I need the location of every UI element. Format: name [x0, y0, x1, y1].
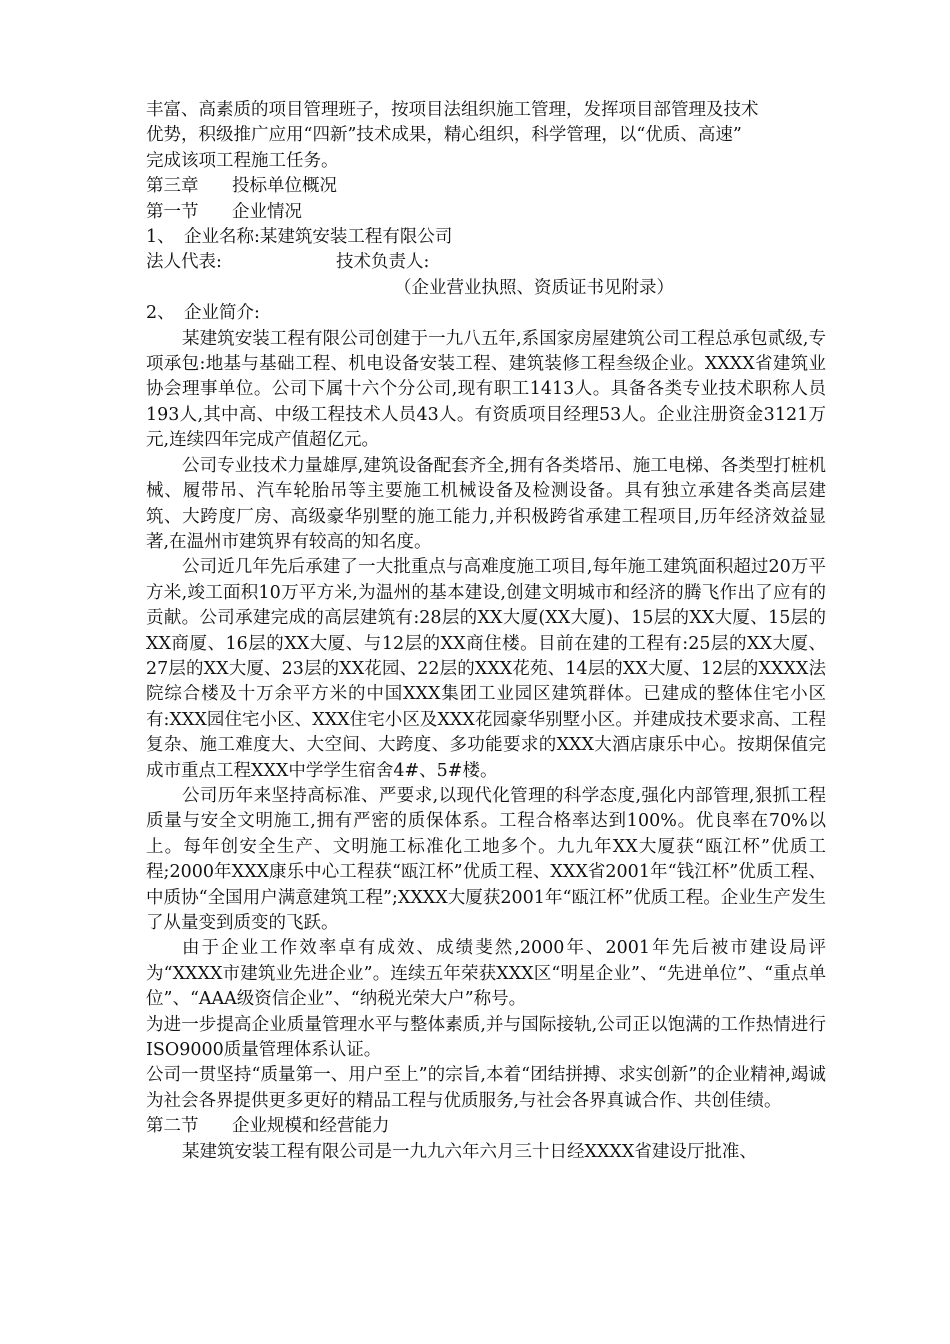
paragraph-projects: 公司近几年先后承建了一大批重点与高难度施工项目,每年施工建筑面积超过20万平方米,竣工面积10万平方米,为温州的基本建设,创建文明城市和经济的腾飞作出了应有的贡献。公司承建完成的高层建筑有:28层的XX大厦(XX大厦)、15层的XX大厦、15层的XX商厦、16层的XX大厦、与12层的XX商住楼。目前在建的工程有:25层的XX大厦、27层的XX大厦、23层的XX花园、22层的XXX花苑、14层的XX大厦、12层的XXXX法院综合楼及十万余平方米的中国XXX集团工业园区建筑群体。已建成的整体住宅小区有:XXX园住宅小区、XXX住宅小区及XXX花园豪华别墅小区。并建成技术要求高、工程复杂、施工难度大、大空间、大跨度、多功能要求的XXX大酒店康乐中心。按期保值完成市重点工程XXX中学学生宿舍4#、5#楼。 — [146, 557, 826, 781]
paragraph-tenet: 公司一贯坚持“质量第一、用户至上”的宗旨,本着“团结拼搏、求实创新”的企业精神,竭诚为社会各界提供更多更好的精品工程与优质服务,与社会各界真诚合作、共创佳绩。 — [146, 1065, 826, 1111]
paragraph-intro: 某建筑安装工程有限公司创建于一九八五年,系国家房屋建筑公司工程总承包贰级,专项承包:地基与基础工程、机电设备安装工程、建筑装修工程叁级企业。XXXX省建筑业协会理事单位。公司下属十六个分公司,现有职工1413人。具备各类专业技术职称人员193人,其中高、中级工程技术人员43人。有资质项目经理53人。企业注册资金3121万元,连续四年完成产值超亿元。 — [146, 328, 826, 451]
section-heading — [146, 200, 826, 225]
text-line: 完成该项工程施工任务。 — [146, 150, 339, 171]
section-number: 第二节 — [146, 1116, 199, 1137]
section-heading — [146, 1114, 826, 1139]
paragraph-iso: 为进一步提高企业质量管理水平与整体素质,并与国际接轨,公司正以饱满的工作热情进行ISO9000质量管理体系认证。 — [146, 1014, 826, 1061]
paragraph-scale: 某建筑安装工程有限公司是一九九六年六月三十日经XXXX省建设厅批准、 — [182, 1141, 757, 1162]
section-number: 第一节 — [146, 201, 199, 222]
list-item-company-name — [146, 225, 826, 250]
paragraph-technical: 公司专业技术力量雄厚,建筑设备配套齐全,拥有各类塔吊、施工电梯、各类型打桩机械、履带吊、汽车轮胎吊等主要施工机械设备及检测设备。具有独立承建各类高层建筑、大跨度厂房、高级豪华别墅的施工能力,并积极跨省承建工程项目,历年经济效益显著,在温州市建筑界有较高的知名度。 — [146, 455, 826, 552]
appendix-note: （企业营业执照、资质证书见附录） — [394, 277, 674, 298]
list-number: 2、 — [146, 303, 175, 324]
chapter-heading — [146, 174, 826, 199]
document-page — [146, 98, 826, 1165]
text-line: 丰富、高素质的项目管理班子，按项目法组织施工管理，发挥项目部管理及技术 — [146, 100, 759, 120]
list-item-company-intro — [146, 301, 826, 326]
paragraph-quality: 公司历年来坚持高标准、严要求,以现代化管理的科学态度,强化内部管理,狠抓工程质量与安全文明施工,拥有严密的质保体系。工程合格率达到100%。优良率在70%以上。每年创安全生产、文明施工标准化工地多个。九九年XX大厦获“瓯江杯”优质工程;2000年XXX康乐中心工程获“瓯江杯”优质工程、XXX省2001年“钱江杯”优质工程、中质协“全国用户满意建筑工程”;XXXX大厦获2001年“瓯江杯”优质工程。企业生产发生了从量变到质变的飞跃。 — [146, 785, 826, 933]
chapter-title: 投标单位概况 — [232, 176, 337, 197]
text-line: 优势，积级推广应用“四新”技术成果，精心组织，科学管理，以“优质、高速” — [146, 125, 742, 146]
list-text: 企业简介: — [184, 303, 260, 324]
chapter-number: 第三章 — [146, 176, 199, 197]
technical-lead-label: 技术负责人: — [336, 252, 430, 273]
list-number: 1、 — [146, 227, 175, 248]
section-title: 企业情况 — [232, 201, 302, 222]
representatives-line — [146, 250, 826, 275]
paragraph-honors: 由于企业工作效率卓有成效、成绩斐然,2000年、2001年先后被市建设局评为“XXXX市建筑业先进企业”。连续五年荣获XXX区“明星企业”、“先进单位”、“重点单位”、“AAA级资信企业”、“纳税光荣大户”称号。 — [146, 938, 826, 1010]
section-title: 企业规模和经营能力 — [232, 1116, 390, 1137]
legal-representative-label: 法人代表: — [146, 252, 222, 273]
list-text: 企业名称:某建筑安装工程有限公司 — [184, 227, 453, 248]
